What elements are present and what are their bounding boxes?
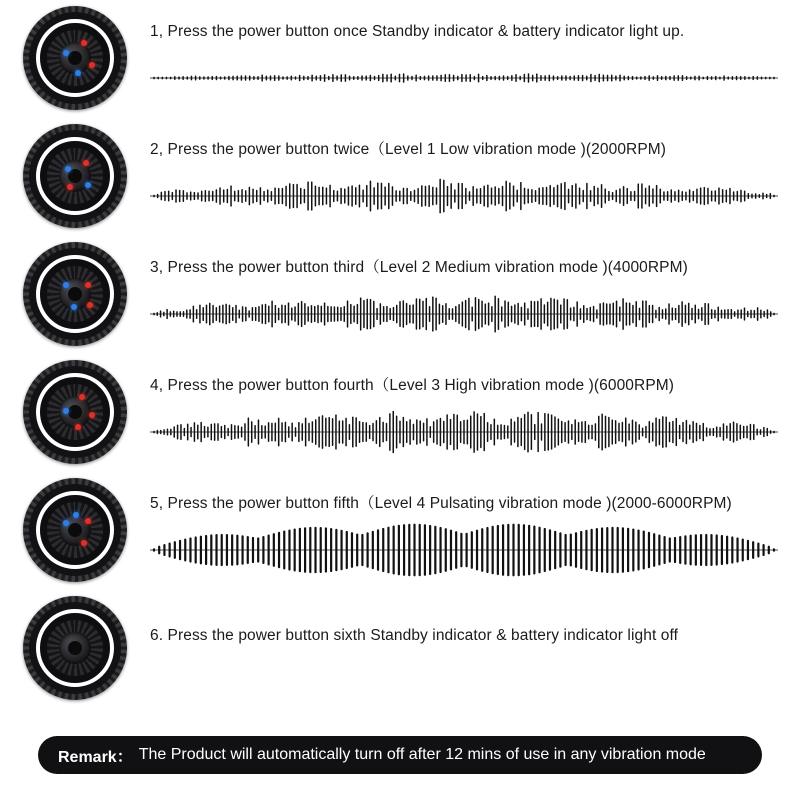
remark-bar xyxy=(38,736,762,774)
core xyxy=(68,287,82,301)
waveform-level-4 xyxy=(150,521,778,579)
step-caption: 5, Press the power button fifth（Level 4 Pulsating vibration mode )(2000-6000RPM) xyxy=(150,495,732,512)
indicator-led-blue xyxy=(71,304,77,310)
indicator-led-red xyxy=(85,518,91,524)
waveform-level-3 xyxy=(150,403,778,461)
indicator-led-red xyxy=(75,424,81,430)
massage-head-standby xyxy=(23,6,127,110)
step-caption: 4, Press the power button fourth（Level 3 High vibration mode )(6000RPM) xyxy=(150,377,675,394)
waveform-standby xyxy=(150,49,778,107)
step-row xyxy=(0,118,800,236)
indicator-led-blue xyxy=(85,182,91,188)
indicator-led-red xyxy=(89,412,95,418)
massage-head-level-3 xyxy=(23,360,127,464)
core xyxy=(68,51,82,65)
indicator-led-red xyxy=(89,62,95,68)
step-caption: 6. Press the power button sixth Standby indicator & battery indicator light off xyxy=(150,627,679,644)
device-cell xyxy=(0,118,150,228)
indicator-led-red xyxy=(83,160,89,166)
device-cell xyxy=(0,354,150,464)
waveform-level-1 xyxy=(150,167,778,225)
core xyxy=(68,405,82,419)
content-cell xyxy=(150,0,800,107)
content-cell xyxy=(150,590,800,645)
step-caption: 2, Press the power button twice（Level 1 Low vibration mode )(2000RPM) xyxy=(150,141,667,158)
step-row xyxy=(0,472,800,590)
indicator-led-red xyxy=(67,184,73,190)
device-cell xyxy=(0,472,150,582)
waveform-level-2 xyxy=(150,285,778,343)
step-row xyxy=(0,236,800,354)
indicator-led-blue xyxy=(63,282,69,288)
content-cell xyxy=(150,236,800,343)
step-row xyxy=(0,354,800,472)
indicator-led-blue xyxy=(73,512,79,518)
content-cell xyxy=(150,118,800,225)
indicator-led-blue xyxy=(75,70,81,76)
step-row xyxy=(0,0,800,118)
content-cell xyxy=(150,354,800,461)
step-row xyxy=(0,590,800,686)
indicator-led-red xyxy=(79,394,85,400)
indicator-led-red xyxy=(81,540,87,546)
indicator-led-blue xyxy=(63,408,69,414)
indicator-led-blue xyxy=(63,520,69,526)
device-cell xyxy=(0,236,150,346)
indicator-led-red xyxy=(87,302,93,308)
indicator-led-red xyxy=(81,40,87,46)
indicator-led-blue xyxy=(63,50,69,56)
massage-head-level-1 xyxy=(23,124,127,228)
massage-head-level-4 xyxy=(23,478,127,582)
step-caption: 1, Press the power button once Standby indicator & battery indicator light up. xyxy=(150,23,685,40)
massage-head-level-2 xyxy=(23,242,127,346)
remark-label: Remark： xyxy=(58,748,133,766)
content-cell xyxy=(150,472,800,579)
massage-head-off xyxy=(23,596,127,700)
core xyxy=(68,641,82,655)
remark-text: The Product will automatically turn off after 12 mins of use in any vibration mode xyxy=(138,746,706,763)
core xyxy=(68,523,82,537)
indicator-led-red xyxy=(85,282,91,288)
device-cell xyxy=(0,0,150,110)
step-caption: 3, Press the power button third（Level 2 Medium vibration mode )(4000RPM) xyxy=(150,259,688,276)
device-cell xyxy=(0,590,150,700)
indicator-led-blue xyxy=(65,166,71,172)
